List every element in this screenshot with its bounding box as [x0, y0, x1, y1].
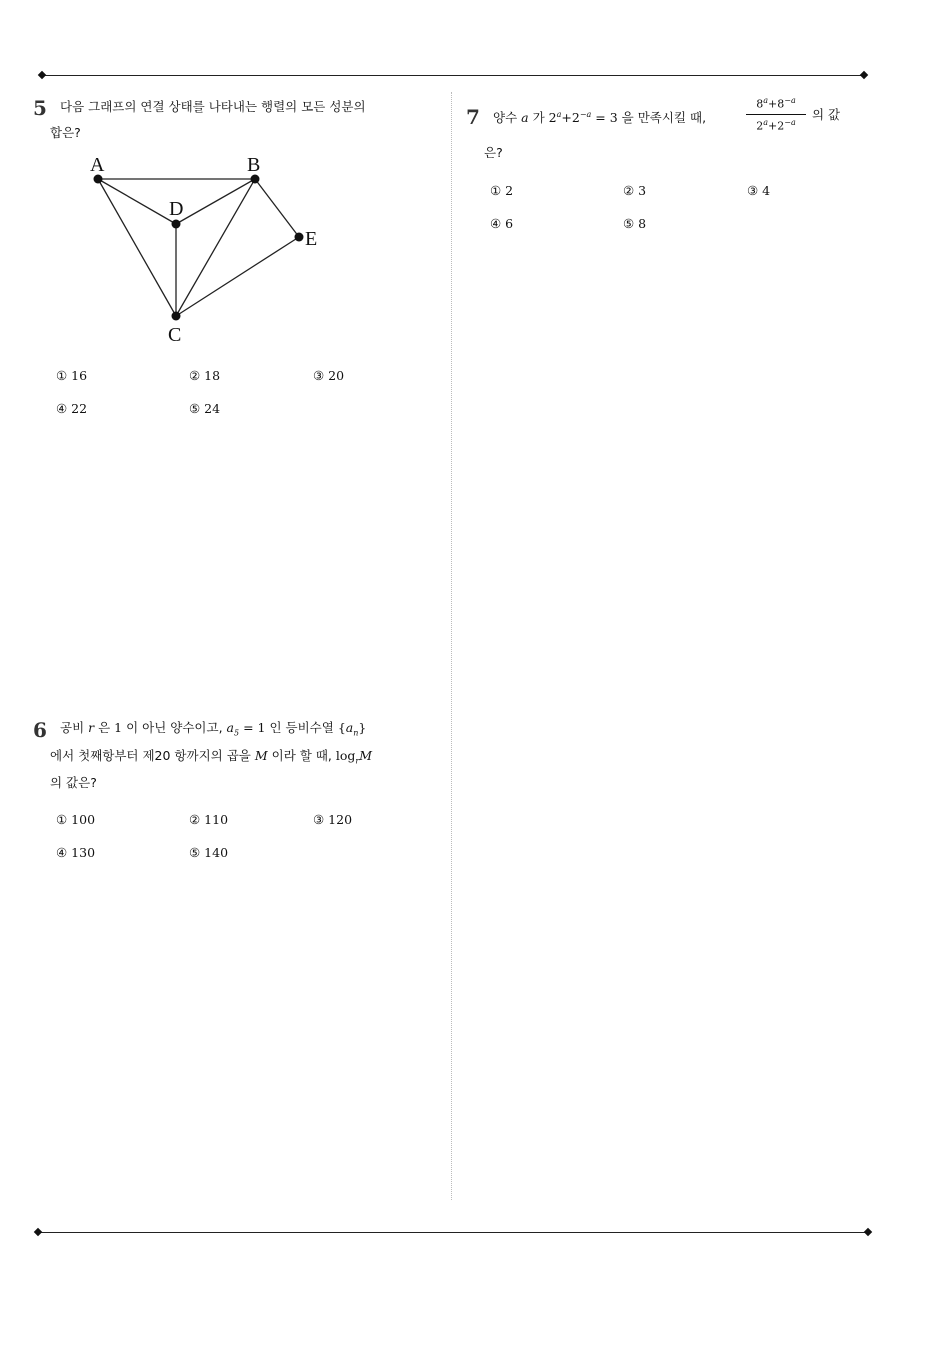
- q7-den-e2: −a: [784, 117, 796, 127]
- edge-b-c: [176, 179, 255, 316]
- q6-a5-base: a: [226, 720, 234, 735]
- question-5-choice-5[interactable]: ⑤ 24: [189, 401, 221, 416]
- vertex-d-label: D: [169, 198, 184, 220]
- q6-seq: [337, 720, 367, 738]
- question-7-text-line-1a: [493, 100, 706, 133]
- q6-text: 공비: [60, 720, 85, 735]
- question-6-choice-5[interactable]: ⑤ 140: [189, 845, 229, 860]
- footer-rule-left-diamond: [34, 1228, 42, 1236]
- question-6-text-line-3: [50, 768, 97, 798]
- q7-frac-denominator: [746, 115, 806, 133]
- q7-eq-base2: 2: [571, 110, 580, 126]
- q7-text: 의 값: [812, 107, 841, 122]
- q7-text: 양수: [493, 110, 518, 126]
- q6-text: 의 값은?: [50, 775, 97, 790]
- question-7-choice-4[interactable]: ④ 6: [490, 216, 514, 231]
- q7-text: 가: [532, 110, 545, 126]
- vertex-d-dot: [172, 220, 181, 229]
- q6-log-arg: M: [359, 748, 373, 763]
- q7-text: 을 만족시킬 때,: [621, 110, 707, 126]
- question-7-choice-2[interactable]: ② 3: [623, 183, 647, 198]
- q7-num-plus: +: [768, 97, 778, 111]
- q7-equation: [549, 110, 618, 125]
- q6-text: 은: [98, 720, 111, 735]
- q6-var-r: r: [88, 720, 95, 735]
- vertex-e-dot: [295, 233, 304, 242]
- question-5-choice-4[interactable]: ④ 22: [56, 401, 88, 416]
- vertex-b-label: B: [247, 154, 261, 176]
- footer-rule-right-diamond: [864, 1228, 872, 1236]
- question-5-choice-2[interactable]: ② 18: [189, 368, 221, 383]
- vertex-e-label: E: [305, 228, 318, 250]
- question-7-choice-5[interactable]: ⑤ 8: [623, 216, 647, 231]
- q6-seq-sub: n: [353, 728, 359, 738]
- q7-num-e2: −a: [784, 96, 796, 105]
- footer-rule: [38, 1232, 868, 1233]
- question-5-text: [60, 92, 366, 122]
- header-rule-left-diamond: [38, 71, 46, 79]
- q7-den-e1: a: [763, 117, 769, 127]
- question-5-number: 5: [33, 96, 47, 120]
- question-6-choice-3[interactable]: ③ 120: [313, 812, 353, 827]
- question-6-choice-1[interactable]: ① 100: [56, 812, 96, 827]
- question-6-number: 6: [33, 718, 47, 742]
- q7-eq-rhs: = 3: [595, 110, 618, 126]
- question-5-choice-3[interactable]: ③ 20: [313, 368, 345, 383]
- question-7-number: 7: [466, 105, 480, 129]
- question-5-choice-1[interactable]: ① 16: [56, 368, 88, 383]
- column-divider: [451, 92, 452, 1200]
- q7-text: 은?: [484, 145, 503, 160]
- q6-log-base: r: [355, 756, 360, 766]
- question-6-choice-2[interactable]: ② 110: [189, 812, 229, 827]
- q7-eq-plus: +: [561, 110, 572, 126]
- q6-eq: = 1: [243, 720, 266, 735]
- question-5-text-cont: [50, 118, 81, 148]
- q6-log: [335, 748, 373, 766]
- header-rule-right-diamond: [860, 71, 868, 79]
- vertex-a-label: A: [90, 154, 105, 176]
- edge-a-d: [98, 179, 176, 224]
- q6-text: 인 등비수열: [269, 720, 334, 735]
- q7-den-b2: 2: [777, 119, 785, 133]
- q6-text: 에서 첫째항부터 제20 항까지의 곱을: [50, 748, 251, 763]
- vertex-c-dot: [172, 312, 181, 321]
- question-6-choice-4[interactable]: ④ 130: [56, 845, 96, 860]
- edge-a-c: [98, 179, 176, 316]
- q6-log-word: log: [335, 748, 356, 763]
- question-6-text-line-2: [50, 741, 372, 777]
- question-7-choice-1[interactable]: ① 2: [490, 183, 514, 198]
- q6-var-m: M: [254, 748, 268, 763]
- q6-text: 이 아닌 양수이고,: [126, 720, 223, 735]
- q6-seq-open: {: [337, 720, 346, 735]
- q7-var-a: a: [521, 110, 529, 126]
- question-7-text-line-1b: [812, 100, 840, 130]
- q6-text: 이라 할 때,: [271, 748, 332, 763]
- question-5-line-2: 합은?: [50, 125, 81, 140]
- question-7-choice-3[interactable]: ③ 4: [747, 183, 771, 198]
- q7-frac-numerator: [746, 96, 806, 115]
- vertex-c-label: C: [168, 324, 182, 346]
- question-5-line-1: 다음 그래프의 연결 상태를 나타내는 행렬의 모든 성분의: [60, 99, 366, 114]
- question-5-graph: [80, 150, 340, 350]
- q6-a5-sub: 5: [234, 728, 240, 738]
- q7-den-plus: +: [768, 119, 778, 133]
- q7-num-b2: 8: [777, 97, 785, 111]
- q7-num-e1: a: [763, 96, 769, 105]
- edge-b-e: [255, 179, 299, 237]
- edge-c-e: [176, 237, 299, 316]
- q6-one: 1: [114, 720, 123, 735]
- q7-eq-exp2: −a: [579, 110, 592, 119]
- q7-num-b1: 8: [756, 97, 764, 111]
- q7-eq-exp1: a: [556, 110, 562, 119]
- question-7-text-line-2: [484, 138, 503, 168]
- header-rule: [42, 75, 864, 76]
- graph-edges: [98, 179, 299, 316]
- q7-den-b1: 2: [756, 119, 764, 133]
- question-7-fraction: [746, 96, 806, 132]
- q6-a5: [226, 720, 240, 738]
- q6-seq-a: a: [345, 720, 354, 735]
- edge-b-d: [176, 179, 255, 224]
- q6-seq-close: }: [358, 720, 367, 735]
- q7-eq-base1: 2: [548, 110, 557, 126]
- graph-vertices: [94, 175, 304, 321]
